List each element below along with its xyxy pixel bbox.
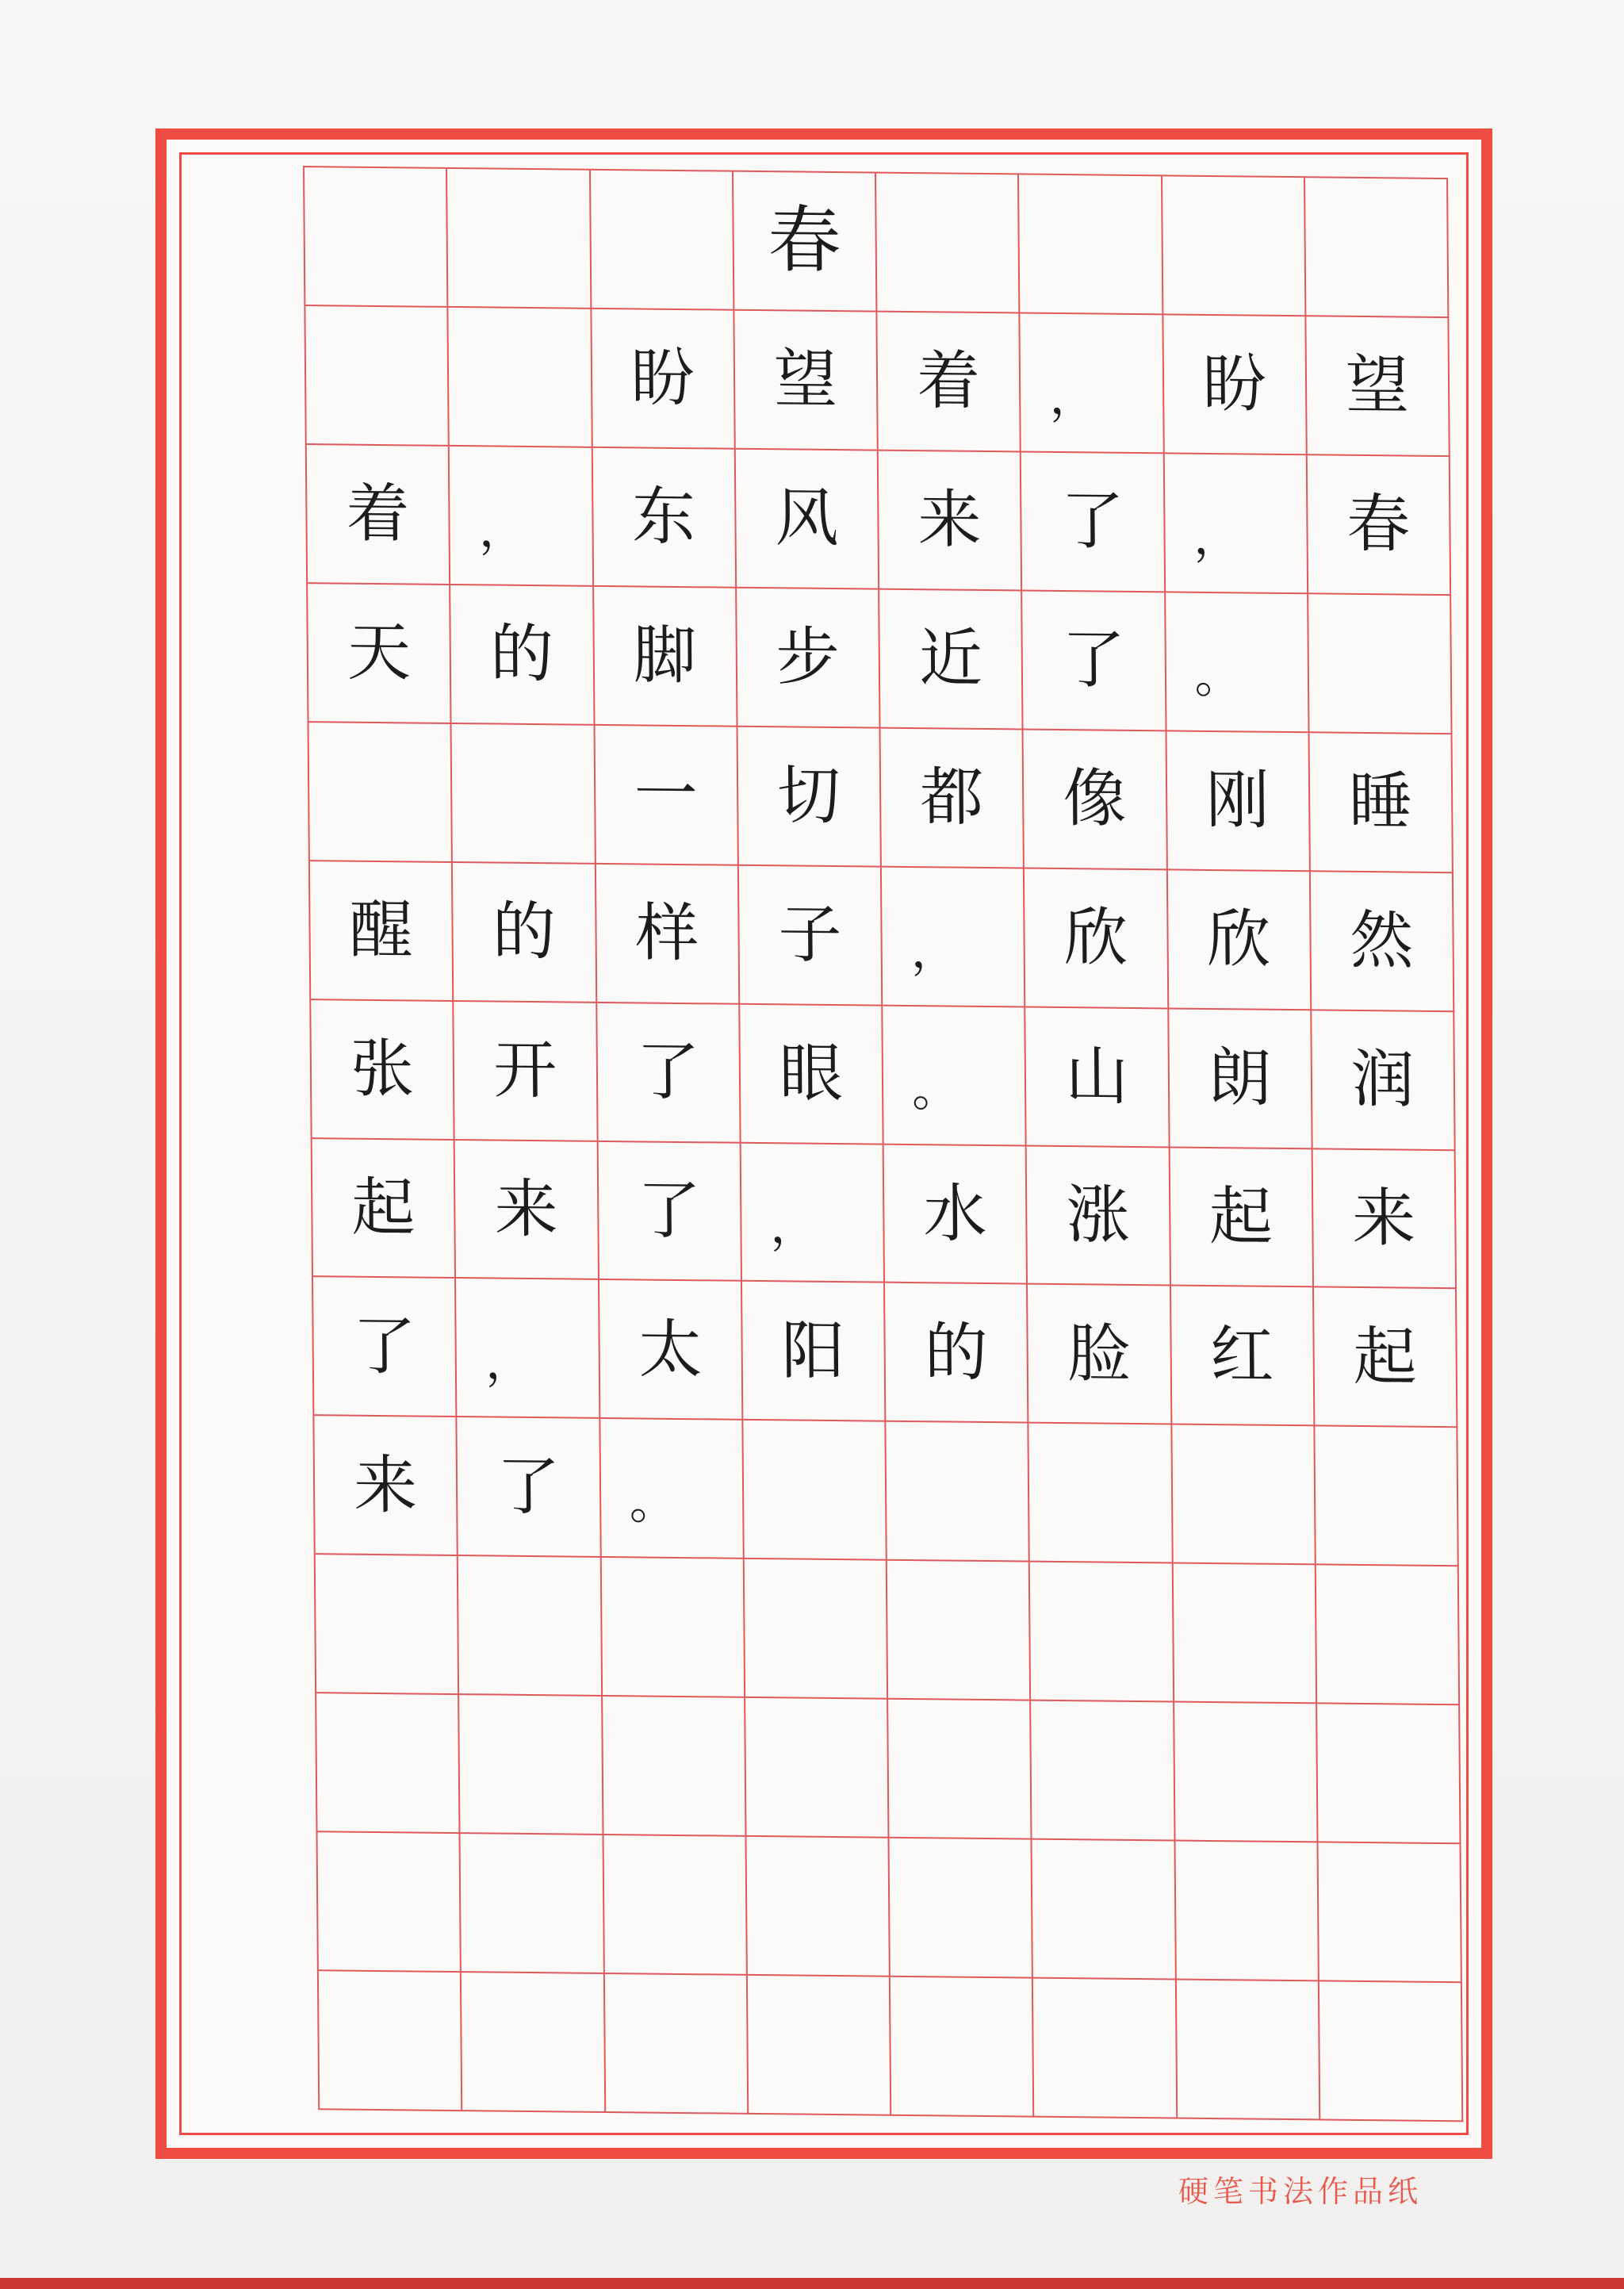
grid-cell: 。	[883, 1006, 1027, 1146]
grid-cell: 一	[595, 726, 739, 866]
grid-cell	[748, 1976, 892, 2116]
grid-cell	[1315, 1427, 1459, 1567]
grid-cell	[1320, 1981, 1464, 2122]
grid-cell: 望	[1306, 316, 1450, 457]
grid-cell	[1174, 1703, 1319, 1843]
grid-cell: 红	[1171, 1286, 1316, 1427]
grid-cell	[305, 306, 450, 447]
grid-cell: 然	[1311, 872, 1455, 1012]
grid-cell: 起	[1314, 1288, 1458, 1428]
grid-cell: 醒	[310, 861, 454, 1002]
grid-cell	[887, 1561, 1032, 1701]
grid-cell: 风	[736, 450, 880, 590]
grid-cell: 起	[1170, 1148, 1314, 1288]
grid-cell	[601, 1558, 745, 1698]
grid-cell: 了	[313, 1278, 458, 1418]
grid-cell	[461, 1834, 605, 1974]
grid-cell	[1173, 1564, 1317, 1704]
grid-cell: ，	[741, 1143, 885, 1283]
grid-cell	[316, 1555, 460, 1695]
grid-cell	[1317, 1704, 1461, 1845]
grid-cell: 了	[598, 1141, 742, 1282]
grid-cell: 脸	[1028, 1285, 1172, 1425]
grid-cell	[746, 1837, 891, 1977]
grid-cell: ，	[882, 867, 1026, 1007]
writing-grid	[303, 166, 1463, 2122]
grid-cell: 脚	[594, 587, 738, 727]
grid-cell: 近	[879, 589, 1024, 730]
grid-cell: ，	[450, 447, 594, 587]
grid-cell: 的	[885, 1283, 1029, 1424]
grid-cell	[1162, 176, 1307, 316]
grid-cell	[319, 1971, 463, 2111]
grid-cell	[458, 1556, 603, 1697]
grid-cell: 阳	[742, 1282, 887, 1422]
grid-cell	[449, 308, 593, 448]
grid-cell	[604, 1974, 749, 2115]
grid-cell	[1175, 1842, 1320, 1982]
grid-cell	[309, 723, 454, 863]
grid-cell	[318, 1832, 462, 1973]
grid-cell	[1305, 178, 1450, 318]
grid-cell	[462, 1973, 606, 2113]
grid-cell	[745, 1698, 890, 1838]
grid-cell	[1172, 1425, 1316, 1566]
grid-cell: ，	[456, 1279, 600, 1419]
grid-cell: ，	[1164, 454, 1308, 594]
grid-cell: 春	[1308, 455, 1452, 596]
grid-cell: 了	[597, 1003, 741, 1143]
grid-cell: 来	[455, 1141, 599, 1281]
grid-cell	[890, 1838, 1034, 1979]
grid-cell: 了	[1022, 591, 1166, 731]
grid-cell: 着	[307, 445, 451, 585]
grid-cell	[1318, 1843, 1462, 1984]
grid-cell: 朗	[1169, 1009, 1313, 1149]
grid-cell: 东	[592, 448, 737, 589]
grid-cell: 欣	[1167, 870, 1312, 1010]
grid-cell: ，	[1021, 313, 1165, 454]
grid-cell: 子	[739, 865, 883, 1006]
grid-cell	[1176, 1980, 1320, 2121]
grid-cell	[743, 1421, 887, 1561]
grid-cell: 眼	[740, 1004, 884, 1144]
grid-cell	[1030, 1562, 1174, 1703]
grid-cell	[1316, 1566, 1461, 1706]
grid-cell: 。	[1166, 592, 1310, 733]
grid-cell: 的	[453, 863, 597, 1003]
grid-cell: 了	[458, 1417, 602, 1558]
grid-cell: 着	[877, 312, 1021, 453]
grid-cell: 步	[737, 589, 881, 729]
grid-cell: 盼	[1163, 315, 1308, 455]
grid-cell	[304, 167, 449, 308]
grid-cell	[316, 1693, 461, 1834]
essay-title: 春	[733, 172, 878, 312]
grid-cell: 天	[308, 584, 452, 724]
grid-cell: 盼	[592, 309, 736, 450]
grid-cell: 涨	[1027, 1146, 1171, 1286]
grid-cell: 。	[600, 1419, 745, 1559]
grid-cell	[1031, 1701, 1175, 1842]
grid-cell: 像	[1024, 730, 1168, 870]
grid-cell: 都	[881, 728, 1025, 868]
grid-cell	[591, 171, 735, 311]
grid-cell: 睡	[1309, 733, 1454, 873]
grid-cell	[459, 1695, 603, 1835]
grid-cell	[452, 724, 596, 865]
grid-cell	[886, 1422, 1030, 1562]
grid-cell: 张	[311, 1000, 455, 1141]
grid-cell: 欣	[1025, 868, 1169, 1009]
grid-cell	[447, 169, 592, 309]
grid-cell	[603, 1835, 748, 1976]
grid-cell	[1032, 1840, 1177, 1980]
grid-cell	[876, 174, 1021, 314]
grid-cell: 开	[454, 1002, 599, 1142]
grid-cell: 了	[1021, 452, 1166, 592]
grid-cell: 润	[1312, 1010, 1456, 1151]
grid-cell	[1033, 1979, 1178, 2119]
grid-cell: 水	[884, 1144, 1028, 1285]
grid-cell	[1019, 174, 1163, 315]
grid-cell: 的	[450, 585, 595, 726]
grid-cell: 起	[312, 1139, 457, 1279]
grid-cell	[1029, 1424, 1174, 1564]
grid-cell: 刚	[1166, 731, 1311, 872]
grid-cell	[891, 1977, 1035, 2118]
grid-cell: 望	[734, 311, 879, 451]
grid-cell: 来	[314, 1416, 458, 1556]
grid-cell: 切	[737, 727, 882, 867]
grid-cell: 太	[599, 1280, 744, 1421]
grid-cell	[745, 1559, 889, 1700]
grid-cell: 山	[1026, 1007, 1170, 1148]
grid-cell: 样	[596, 865, 740, 1005]
grid-cell	[888, 1700, 1032, 1840]
grid-cell	[1308, 594, 1453, 734]
bottom-edge-strip	[0, 2278, 1624, 2289]
grid-cell: 来	[879, 451, 1023, 591]
grid-cell	[603, 1697, 747, 1837]
grid-cell: 来	[1312, 1149, 1457, 1290]
paper-brand-label: 硬笔书法作品纸	[1178, 2174, 1423, 2209]
